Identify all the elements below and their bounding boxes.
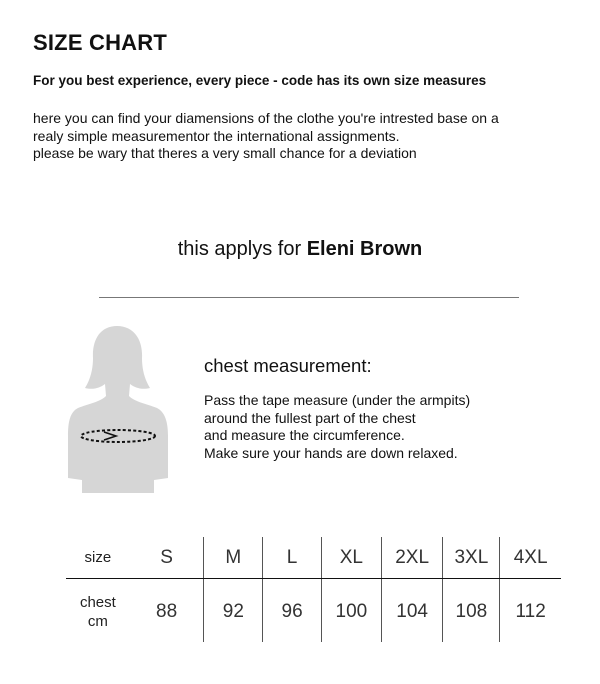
- chest-value-cell: 112: [499, 579, 561, 642]
- size-table: [66, 537, 561, 642]
- chest-value-cell: 104: [381, 579, 443, 642]
- model-name: Eleni Brown: [306, 238, 423, 260]
- size-cell: XL: [321, 537, 381, 578]
- measurement-title: chest measurement:: [204, 355, 372, 376]
- chest-label: chest: [79, 594, 116, 611]
- divider: [99, 297, 519, 298]
- intro-line: here you can find your diamensions of the clothe you're intrested base on a: [33, 110, 499, 126]
- size-cell: L: [262, 537, 321, 578]
- intro-line: realy simple measurementor the international assignments.: [33, 127, 400, 144]
- instruction-line: Pass the tape measure (under the armpits): [204, 392, 471, 408]
- intro-line: please be wary that theres a very small chance for a deviation: [33, 145, 417, 161]
- instruction-line: Make sure your hands are down relaxed.: [204, 444, 458, 461]
- intro-text: [33, 110, 573, 163]
- size-row-label: size: [84, 549, 112, 566]
- size-cell: 3XL: [442, 537, 499, 578]
- page-title: SIZE CHART: [33, 30, 167, 55]
- chest-value-cell: 88: [156, 601, 178, 622]
- measurement-instructions: [204, 392, 470, 462]
- chest-value-cell: 108: [442, 579, 499, 642]
- instruction-line: and measure the circumference.: [204, 427, 405, 443]
- chest-value-cell: 100: [321, 579, 381, 642]
- size-cell: M: [203, 537, 262, 578]
- size-cell: 2XL: [381, 537, 443, 578]
- page-subtitle: For you best experience, every piece - code has its own size measures: [33, 73, 487, 88]
- size-cell: S: [160, 546, 173, 568]
- instruction-line: around the fullest part of the chest: [204, 409, 416, 426]
- chest-cm-row: [66, 579, 561, 642]
- female-silhouette-with-tape-icon: [60, 318, 175, 493]
- unit-label: cm: [87, 613, 108, 630]
- size-cell: 4XL: [499, 537, 561, 578]
- chest-value-cell: 92: [203, 579, 262, 642]
- applies-prefix: this applys for: [177, 238, 307, 260]
- applies-to-heading: [0, 238, 600, 261]
- chest-row-label: [66, 579, 130, 631]
- chest-value-cell: 96: [262, 579, 321, 642]
- size-header-row: [66, 537, 561, 579]
